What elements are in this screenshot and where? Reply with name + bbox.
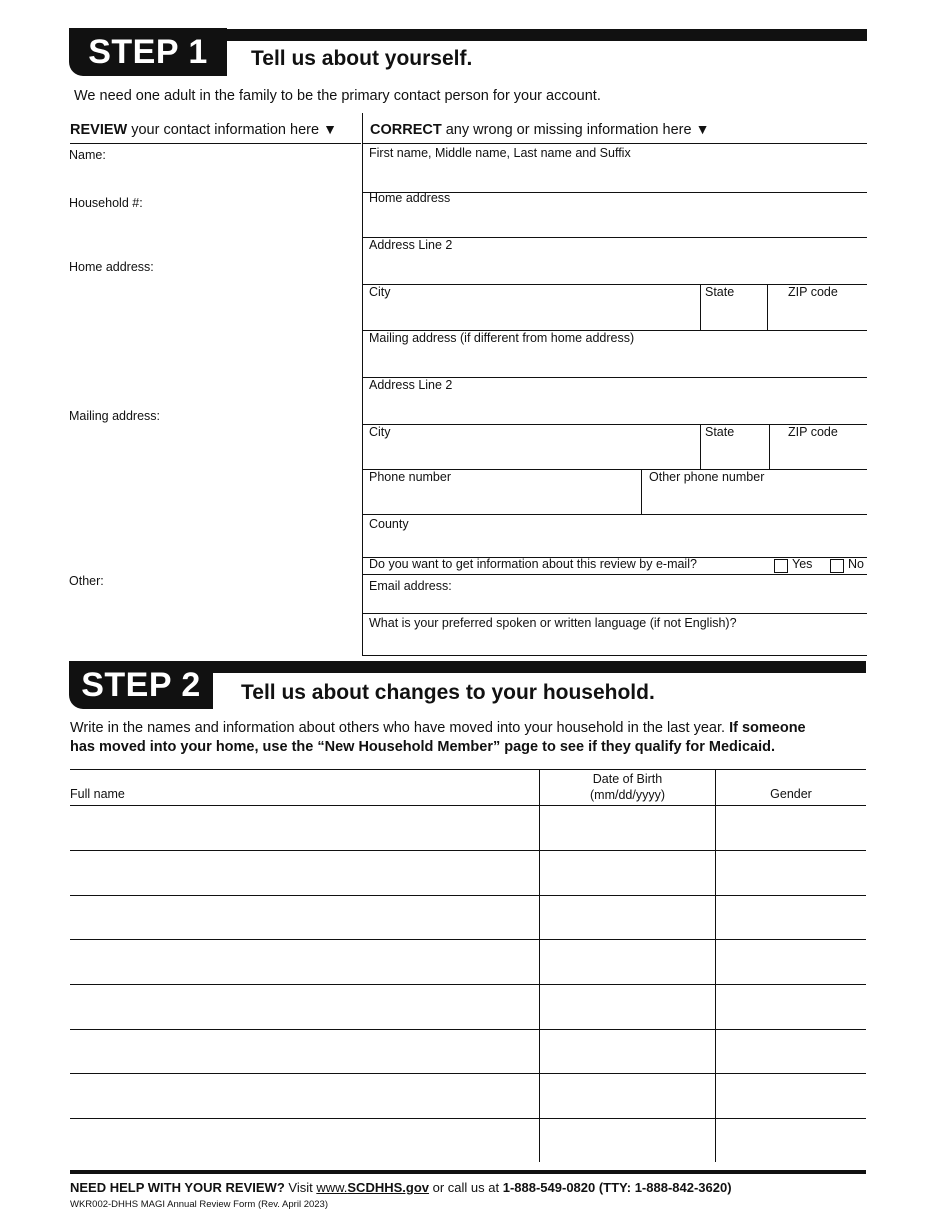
row-name-cell[interactable] [70, 1074, 539, 1118]
step1-badge [69, 28, 227, 76]
row-gender-cell[interactable] [716, 1029, 866, 1073]
email-question: Do you want to get information about this review by e-mail? [369, 557, 697, 571]
footer-link[interactable] [316, 1180, 429, 1195]
county-field[interactable] [363, 515, 867, 557]
row-gender-cell[interactable] [716, 806, 866, 850]
row-gender-cell[interactable] [716, 985, 866, 1029]
step2-title: Tell us about changes to your household. [241, 681, 655, 704]
other-phone-label: Other phone number [649, 470, 765, 484]
label-household: Household #: [69, 196, 143, 210]
field-rule [362, 655, 867, 656]
email-no-checkbox[interactable] [830, 559, 844, 573]
mailing-state-label: State [705, 425, 735, 439]
correct-header-text: any wrong or missing information here [441, 122, 696, 138]
step2-badge [69, 661, 213, 709]
email-yes-checkbox[interactable] [774, 559, 788, 573]
mailing-address-label: Mailing address (if different from home address) [369, 331, 635, 345]
step1-title: Tell us about yourself. [251, 47, 473, 70]
full-name-field[interactable] [363, 144, 867, 192]
zip-field[interactable] [768, 285, 867, 330]
row-gender-cell[interactable] [716, 895, 866, 939]
email-yes-label: Yes [792, 557, 813, 571]
mailing-state-field[interactable] [701, 425, 769, 469]
state-label: State [705, 285, 735, 299]
step1-badge-text: STEP 1 [88, 32, 208, 71]
state-field[interactable] [701, 285, 767, 330]
address-line2-field[interactable] [363, 238, 867, 284]
row-dob-cell[interactable] [540, 895, 715, 939]
mailing-zip-field[interactable] [770, 425, 867, 469]
city-label: City [369, 285, 391, 299]
mailing-zip-label: ZIP code [788, 425, 838, 439]
language-label: What is your preferred spoken or written language (if not English)? [369, 616, 737, 630]
row-gender-cell[interactable] [716, 1118, 866, 1162]
row-dob-cell[interactable] [540, 1074, 715, 1118]
row-gender-cell[interactable] [716, 851, 866, 895]
mailing-address-line2-label: Address Line 2 [369, 378, 453, 392]
footer-www: www. [316, 1180, 348, 1195]
label-home-address: Home address: [69, 260, 154, 274]
correct-header [370, 121, 709, 138]
mailing-city-field[interactable] [363, 425, 700, 469]
mailing-address-field[interactable] [363, 331, 867, 377]
language-field[interactable] [363, 614, 867, 655]
row-dob-cell[interactable] [540, 1118, 715, 1162]
footer-help-bold: NEED HELP WITH YOUR REVIEW? [70, 1180, 285, 1195]
table-top-rule [70, 769, 866, 770]
row-name-cell[interactable] [70, 985, 539, 1029]
phone-field[interactable] [363, 470, 641, 514]
footer-phones: 1-888-549-0820 (TTY: 1-888-842-3620) [502, 1180, 732, 1195]
email-no-label: No [848, 557, 864, 571]
email-field[interactable] [363, 575, 867, 613]
step2-intro [70, 719, 870, 757]
review-header-bold: REVIEW [70, 122, 128, 138]
down-arrow-icon: ▼ [695, 121, 710, 137]
footer-visit: Visit [284, 1180, 317, 1195]
row-dob-cell[interactable] [540, 851, 715, 895]
home-address-label: Home address [369, 191, 451, 205]
review-header-text: your contact information here [127, 122, 324, 138]
address-line2-label: Address Line 2 [369, 238, 453, 252]
city-field[interactable] [363, 285, 700, 330]
review-header [70, 121, 337, 138]
email-label: Email address: [369, 579, 452, 593]
row-dob-cell[interactable] [540, 806, 715, 850]
row-dob-cell[interactable] [540, 940, 715, 984]
step2-intro-bold-1: If someone [729, 720, 806, 736]
mailing-address-line2-field[interactable] [363, 378, 867, 424]
mailing-city-label: City [369, 425, 391, 439]
home-address-field[interactable] [363, 193, 867, 237]
step1-intro: We need one adult in the family to be the primary contact person for your account. [74, 88, 601, 104]
row-name-cell[interactable] [70, 1118, 539, 1162]
footer-site: SCDHHS.gov [347, 1180, 430, 1195]
col-dob-line1: Date of Birth [592, 772, 663, 786]
household-table [70, 769, 866, 1162]
footer-call: or call us at [429, 1180, 503, 1195]
down-arrow-icon: ▼ [323, 121, 337, 137]
phone-label: Phone number [369, 470, 452, 484]
footer-rule [70, 1170, 866, 1174]
row-gender-cell[interactable] [716, 1074, 866, 1118]
full-name-label: First name, Middle name, Last name and Suffix [369, 146, 631, 160]
step2-intro-bold-2: has moved into your home, use the “New Household Member” page to see if they qualify for Medicaid. [70, 739, 775, 755]
other-phone-field[interactable] [642, 470, 867, 514]
row-name-cell[interactable] [70, 895, 539, 939]
col-gender: Gender [770, 787, 812, 801]
review-header-rule [70, 143, 361, 144]
row-gender-cell[interactable] [716, 940, 866, 984]
row-name-cell[interactable] [70, 851, 539, 895]
col-dob-line2: (mm/dd/yyyy) [590, 788, 665, 802]
county-label: County [369, 517, 409, 531]
row-dob-cell[interactable] [540, 1029, 715, 1073]
correct-header-bold: CORRECT [370, 122, 442, 138]
row-name-cell[interactable] [70, 1029, 539, 1073]
label-mailing-address: Mailing address: [69, 409, 161, 423]
row-name-cell[interactable] [70, 940, 539, 984]
step2-intro-text: Write in the names and information about others who have moved into your household in the last year. [70, 720, 730, 736]
form-id: WKR002-DHHS MAGI Annual Review Form (Rev. April 2023) [70, 1199, 328, 1210]
zip-label: ZIP code [788, 285, 838, 299]
step2-badge-text: STEP 2 [81, 665, 201, 704]
row-name-cell[interactable] [70, 806, 539, 850]
footer-help [70, 1180, 732, 1195]
row-dob-cell[interactable] [540, 985, 715, 1029]
col-full-name: Full name [70, 787, 125, 801]
col-dob [540, 772, 715, 802]
label-name: Name: [69, 148, 106, 162]
label-other: Other: [69, 574, 104, 588]
